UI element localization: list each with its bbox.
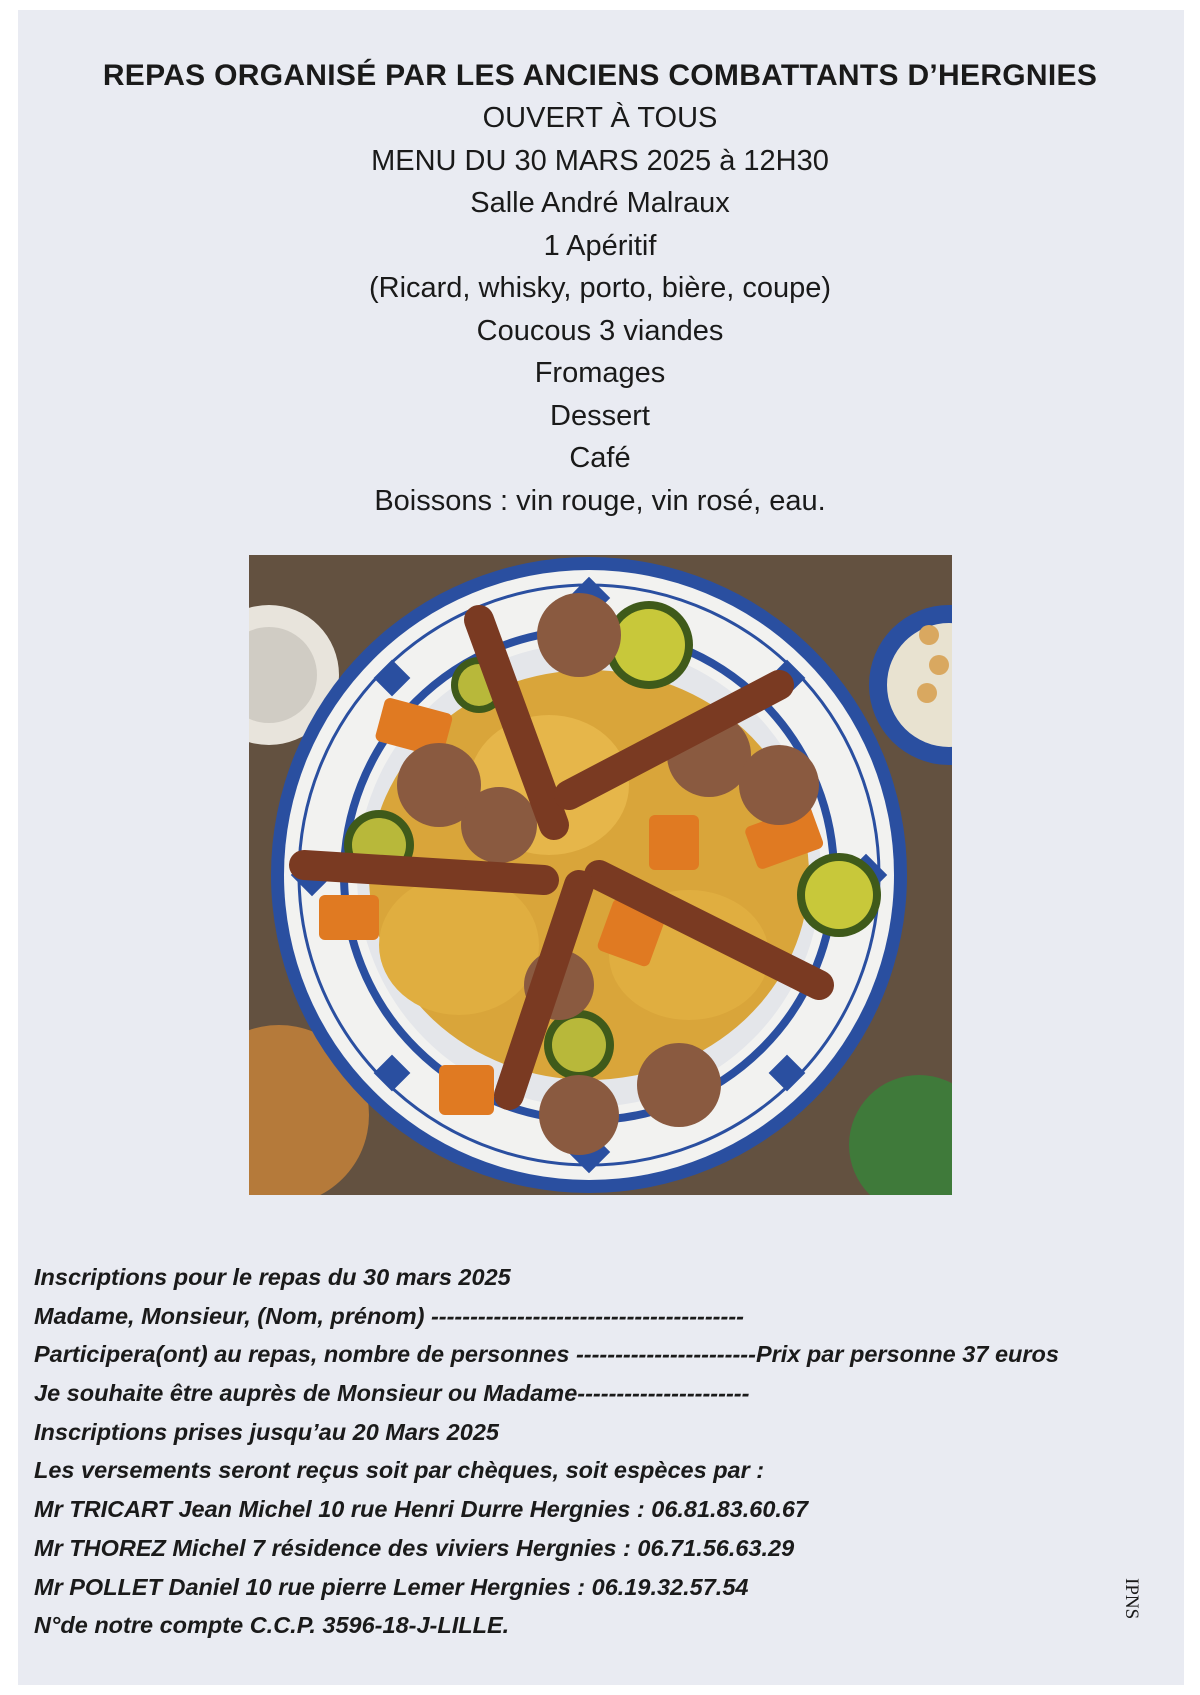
cheese-line: Fromages bbox=[534, 357, 666, 389]
price-per-person: Prix par personne 37 euros bbox=[755, 1341, 1059, 1368]
page-title: REPAS ORGANISÉ PAR LES ANCIENS COMBATTANTS D’HERGNIES bbox=[102, 59, 1098, 92]
aperitif-line: 1 Apéritif bbox=[543, 229, 657, 262]
ipns-mark: IPNS bbox=[1121, 1578, 1142, 1620]
venue-line: Salle André Malraux bbox=[470, 187, 730, 219]
menu-header bbox=[0, 55, 1200, 522]
contact-pollet: Mr POLLET Daniel 10 rue pierre Lemer Hergnies : 06.19.32.57.54 bbox=[34, 1573, 749, 1600]
couscous-photo bbox=[249, 555, 952, 1195]
aperitif-choices-line: (Ricard, whisky, porto, bière, coupe) bbox=[368, 272, 832, 304]
participants-line bbox=[34, 1335, 1174, 1374]
contact-thorez: Mr THOREZ Michel 7 résidence des viviers Hergnies : 06.71.56.63.29 bbox=[34, 1534, 795, 1561]
dessert-line: Dessert bbox=[550, 399, 650, 432]
main-course-line: Coucous 3 viandes bbox=[476, 314, 724, 347]
registration-title: Inscriptions pour le repas du 30 mars 2025 bbox=[34, 1264, 511, 1290]
deadline-line: Inscriptions prises jusqu’au 20 Mars 2025 bbox=[34, 1418, 499, 1445]
payment-line: Les versements seront reçus soit par chèques, soit espèces par : bbox=[34, 1457, 765, 1484]
contact-tricart: Mr TRICART Jean Michel 10 rue Henri Durre Hergnies : 06.81.83.60.67 bbox=[34, 1496, 809, 1523]
drinks-line: Boissons : vin rouge, vin rosé, eau. bbox=[374, 484, 826, 517]
coffee-line: Café bbox=[569, 442, 631, 474]
name-field-line: Madame, Monsieur, (Nom, prénom) ---------------------------------------- bbox=[34, 1302, 744, 1329]
seating-preference-line: Je souhaite être auprès de Monsieur ou Madame---------------------- bbox=[34, 1380, 750, 1407]
participants-label: Participera(ont) au repas, nombre de personnes ----------------------- bbox=[34, 1341, 756, 1368]
open-to-all-line: OUVERT À TOUS bbox=[482, 102, 718, 134]
couscous-plate-icon bbox=[249, 555, 952, 1195]
registration-section bbox=[34, 1258, 1174, 1645]
account-number-line: N°de notre compte C.C.P. 3596-18-J-LILLE. bbox=[34, 1612, 510, 1639]
menu-date-line: MENU DU 30 MARS 2025 à 12H30 bbox=[371, 144, 829, 177]
